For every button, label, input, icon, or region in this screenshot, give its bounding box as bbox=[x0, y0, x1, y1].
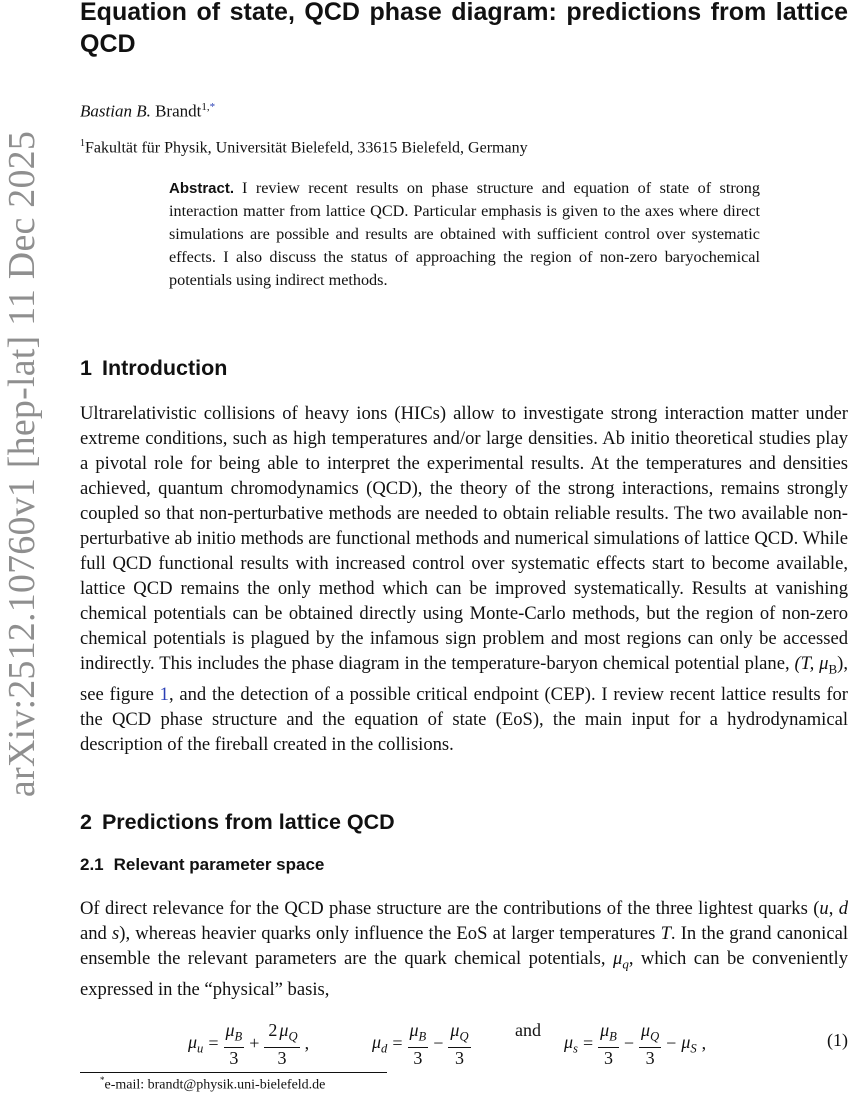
parameter-space-paragraph: Of direct relevance for the QCD phase structure are the contributions of the three lightest quarks (u, d and s), whereas heavier quarks only influence the EoS at larger temperatures T. In the grand canonical ensemble the relevant parameters are the quark chemical potentials, $\mu_q$, which can be conveniently expressed in the “physical” basis, bbox=[80, 898, 848, 1000]
figure-1-link[interactable]: 1 bbox=[159, 683, 169, 705]
section-number: 1 bbox=[80, 356, 92, 380]
subsection-title: Relevant parameter space bbox=[113, 855, 325, 874]
abstract bbox=[169, 177, 760, 292]
affiliation-text: Fakultät für Physik, Universität Bielefeld, 33615 Bielefeld, Germany bbox=[85, 139, 528, 157]
arxiv-watermark bbox=[0, 94, 46, 834]
equation-number: (1) bbox=[827, 1030, 848, 1050]
arxiv-watermark-text: arXiv:2512.10760v1 [hep-lat] 11 Dec 2025 bbox=[1, 130, 43, 798]
equation-1 bbox=[0, 1012, 848, 1068]
section-title: Predictions from lattice QCD bbox=[101, 810, 395, 834]
equation-and: and bbox=[515, 1020, 541, 1040]
affiliation bbox=[80, 138, 528, 157]
affiliation-mark: 1 bbox=[80, 138, 85, 149]
introduction-paragraph: Ultrarelativistic collisions of heavy ions (HICs) allow to investigate strong interaction matter under extreme conditions, such as high temperatures and/or large densities. Ab initio theoretical studies play a pivotal role for being able to interpret the experimental results. At the temperatures and densities achieved, quantum chromodynamics (QCD), the theory of the strong interactions, remains strongly coupled so that non-perturbative methods are needed to obtain reliable results. The two available non-perturbative ab initio methods are functional methods and numerical simulations of lattice QCD. While full QCD functional results with increased control over systematic effects start to become available, lattice QCD remains the only method which can be improved systematically. Results at vanishing chemical potentials can be obtained directly using Monte-Carlo methods, but the region of non-zero chemical potentials is plagued by the infamous sign problem and most regions can only be accessed indirectly. This includes the phase diagram in the temperature-baryon chemical potential plane, (T, $\mu_B$), see figure 1, and the detection of a possible critical endpoint (CEP). I review recent lattice results for the QCD phase structure and the equation of state (EoS), the main input for a hydrodynamical description of the fireball created in the collisions. bbox=[80, 403, 848, 755]
abstract-text: I review recent results on phase structure and equation of state of strong interaction matter from lattice QCD. Particular emphasis is given to the axes where direct simulations are possible and results are obtained with sufficient control over systematic effects. I also discuss the status of approaching the region of non-zero baryochemical potentials using indirect methods. bbox=[169, 179, 760, 289]
footnote-mark: * bbox=[100, 1075, 105, 1085]
author-last-name: Brandt bbox=[155, 101, 202, 121]
footnote-rule bbox=[80, 1072, 387, 1073]
subsection-number: 2.1 bbox=[80, 855, 104, 874]
section-heading-predictions bbox=[80, 810, 395, 835]
author-marks: 1,* bbox=[201, 101, 216, 113]
author-first-name: Bastian B. bbox=[80, 101, 151, 121]
section-heading-introduction bbox=[80, 356, 227, 381]
equation-mu-u: $\mu_u$ = $\frac{\mu_B}{3}$ + $\frac{2 \mu_Q}{3}$ , bbox=[188, 1020, 310, 1068]
footnote-email[interactable]: e-mail: brandt@physik.uni-bielefeld.de bbox=[104, 1077, 326, 1093]
subsection-heading-parameter-space bbox=[80, 855, 324, 875]
equation-mu-d: $\mu_d$ = $\frac{\mu_B}{3}$ − $\frac{\mu_Q}{3}$ bbox=[372, 1020, 469, 1068]
section-number: 2 bbox=[80, 810, 92, 834]
footnote bbox=[100, 1075, 325, 1094]
section-title: Introduction bbox=[101, 356, 228, 380]
abstract-label: Abstract. bbox=[169, 180, 235, 197]
author-line bbox=[80, 101, 215, 122]
author-footnote-link[interactable]: * bbox=[209, 101, 216, 113]
paper-title: Equation of state, QCD phase diagram: predictions from lattice QCD bbox=[80, 0, 848, 58]
equation-mu-s: $\mu_s$ = $\frac{\mu_B}{3}$ − $\frac{\mu_Q}{3}$ − $\mu_S$ , bbox=[564, 1020, 707, 1068]
